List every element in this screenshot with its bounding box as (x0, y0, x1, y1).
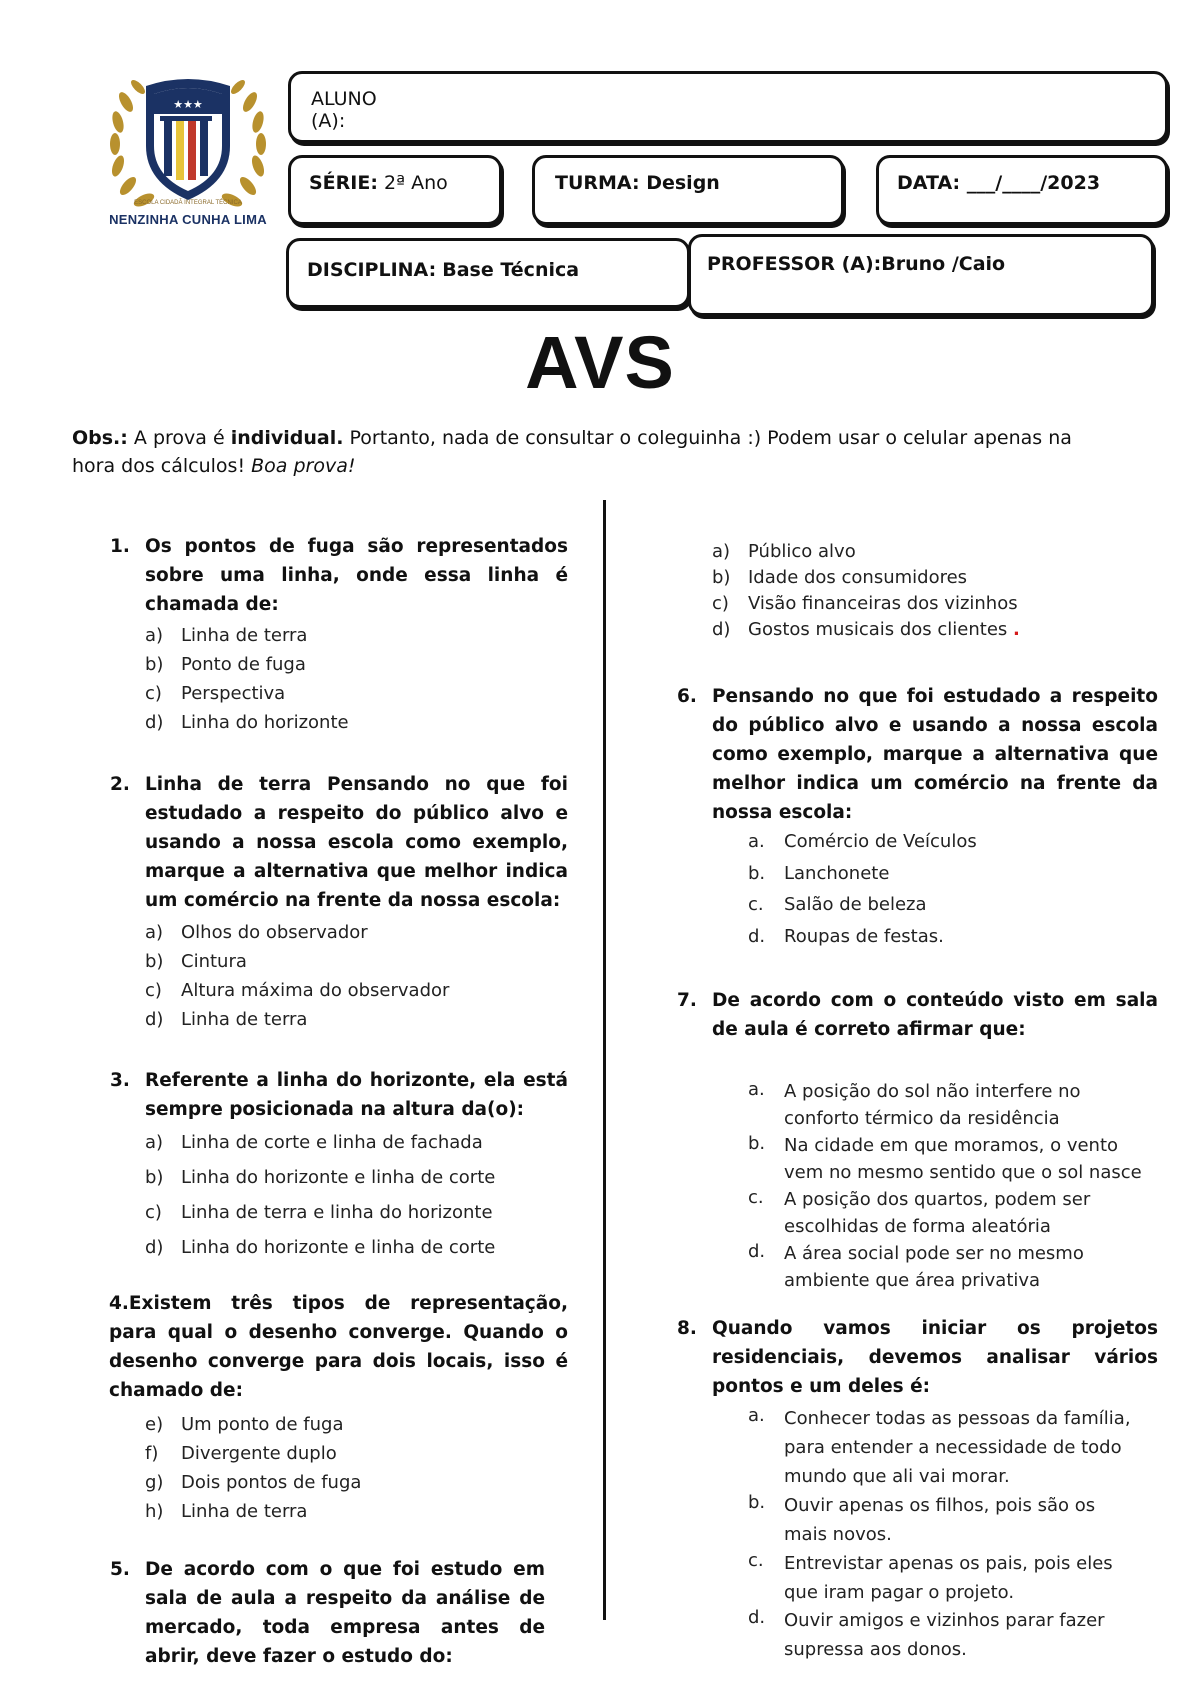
question-number: 8. (677, 1318, 697, 1339)
option-key: a) (145, 1132, 164, 1153)
option-key: h) (145, 1501, 164, 1522)
professor-value: Bruno /Caio (881, 253, 1006, 275)
obs-prefix: Obs.: (72, 427, 128, 449)
question-number: 3. (110, 1070, 130, 1091)
option-text: Cintura (181, 951, 247, 972)
option-text: A posição dos quartos, podem ser escolhidas de forma aleatória (784, 1189, 1091, 1237)
disciplina-field[interactable] (286, 238, 690, 308)
serie-field[interactable] (288, 155, 502, 225)
option-text: Linha do horizonte e linha de corte (181, 1167, 496, 1188)
question-number: 5. (110, 1559, 130, 1580)
option-text: Linha de terra (181, 625, 308, 646)
data-field[interactable] (876, 155, 1168, 225)
option-key: a. (748, 1079, 765, 1100)
option-text: Comércio de Veículos (784, 831, 977, 852)
option[interactable] (748, 1186, 1148, 1238)
question-number: 6. (677, 686, 697, 707)
option-key: b. (748, 1492, 766, 1513)
option[interactable] (748, 1240, 1148, 1292)
disciplina-label: DISCIPLINA: (307, 259, 437, 281)
obs-individual: individual. (230, 427, 344, 449)
option-text: Ouvir amigos e vizinhos parar fazer supressa aos donos. (784, 1610, 1105, 1660)
question-text: De acordo com o que foi estudo em sala de aula a respeito da análise de mercado, toda empresa antes de abrir, deve fazer o estudo do: (145, 1559, 545, 1667)
question-text: Existem três tipos de representação, para qual o desenho converge. Quando o desenho converge para dois locais, isso é chamado de: (109, 1293, 568, 1401)
question-2 (110, 770, 568, 915)
option-text: Um ponto de fuga (181, 1414, 344, 1435)
option-text-value: Gostos musicais dos clientes (748, 619, 1008, 640)
aluno-label-2: (A): (311, 110, 346, 132)
page-title: AVS (525, 321, 675, 404)
logo-subtitle: ESCOLA CIDADÃ INTEGRAL TÉCNICA (134, 200, 242, 206)
question-text: De acordo com o conteúdo visto em sala de aula é correto afirmar que: (712, 990, 1158, 1040)
question-text: Quando vamos iniciar os projetos residenciais, devemos analisar vários pontos e um deles é: (712, 1318, 1158, 1397)
option-key: a) (145, 922, 164, 943)
obs-boa-prova: Boa prova! (251, 455, 356, 477)
option[interactable] (748, 1132, 1148, 1184)
option-text: Linha de corte e linha de fachada (181, 1132, 483, 1153)
question-number: 7. (677, 990, 697, 1011)
option-text: Linha de terra e linha do horizonte (181, 1202, 493, 1223)
option-text: Linha do horizonte e linha de corte (181, 1237, 496, 1258)
option[interactable] (748, 1606, 1148, 1662)
question-number: 4. (109, 1293, 129, 1314)
option-key: f) (145, 1443, 159, 1464)
shield-icon (146, 79, 230, 200)
question-3 (110, 1066, 568, 1124)
turma-label: TURMA: (555, 172, 640, 194)
option-key: c) (145, 1202, 162, 1223)
option-key: c. (748, 1187, 764, 1208)
option-key: b. (748, 863, 766, 884)
option-text: Roupas de festas. (784, 926, 944, 947)
option-key: c. (748, 1550, 764, 1571)
observation-text (72, 424, 1112, 480)
serie-label: SÉRIE: (309, 172, 378, 194)
option-text: Linha de terra (181, 1009, 308, 1030)
option-key: d. (748, 1607, 766, 1628)
option-text: Idade dos consumidores (748, 567, 968, 588)
option-text: A área social pode ser no mesmo ambiente que área privativa (784, 1243, 1084, 1291)
option-text: Lanchonete (784, 863, 890, 884)
option[interactable] (748, 1549, 1148, 1605)
data-label: DATA: (897, 172, 961, 194)
option-text: Na cidade em que moramos, o vento vem no mesmo sentido que o sol nasce (784, 1135, 1142, 1183)
option-key: d) (145, 712, 164, 733)
option-key: d. (748, 926, 766, 947)
option-key: a) (712, 541, 731, 562)
professor-field[interactable] (688, 234, 1154, 316)
aluno-label: ALUNO (311, 88, 377, 110)
option[interactable] (748, 1491, 1148, 1547)
option-key: c. (748, 894, 764, 915)
question-text: Referente a linha do horizonte, ela está sempre posicionada na altura da(o): (145, 1070, 568, 1120)
option-text: Perspectiva (181, 683, 286, 704)
question-1 (110, 532, 568, 619)
turma-value: Design (646, 172, 720, 194)
option-text: Público alvo (748, 541, 856, 562)
question-text: Os pontos de fuga são representados sobre uma linha, onde essa linha é chamada de: (145, 536, 568, 615)
option-text: Ponto de fuga (181, 654, 306, 675)
question-number: 2. (110, 774, 130, 795)
option-text: Altura máxima do observador (181, 980, 450, 1001)
school-name: NENZINHA CUNHA LIMA (109, 212, 267, 227)
aluno-field[interactable] (288, 71, 1168, 143)
option-key: g) (145, 1472, 164, 1493)
turma-field[interactable] (532, 155, 844, 225)
option-key: e) (145, 1414, 164, 1435)
trailing-mark: . (1013, 619, 1020, 640)
question-number: 1. (110, 536, 130, 557)
option-text (748, 618, 1020, 642)
option-text: Dois pontos de fuga (181, 1472, 362, 1493)
option-key: b) (145, 951, 164, 972)
option-text: Visão financeiras dos vizinhos (748, 593, 1018, 614)
obs-text-1: A prova é (127, 427, 231, 449)
question-6 (677, 682, 1158, 827)
option-text: Linha de terra (181, 1501, 308, 1522)
question-text: Pensando no que foi estudado a respeito do público alvo e usando a nossa escola como exemplo, marque a alternativa que melhor indica um comércio na frente da nossa escola: (712, 686, 1158, 823)
question-text: Linha de terra Pensando no que foi estudado a respeito do público alvo e usando a nossa escola como exemplo, marque a alternativa que melhor indica um comércio na frente da nossa escola: (145, 774, 568, 911)
disciplina-value: Base Técnica (442, 259, 580, 281)
option-key: b) (145, 654, 164, 675)
question-5 (110, 1555, 545, 1671)
question-8 (677, 1314, 1158, 1401)
data-value: ___/____/2023 (966, 172, 1101, 194)
option-key: b. (748, 1133, 766, 1154)
option-text: Olhos do observador (181, 922, 368, 943)
option-key: c) (145, 683, 162, 704)
option-text: Ouvir apenas os filhos, pois são os mais novos. (784, 1495, 1096, 1545)
option-key: a. (748, 1405, 765, 1426)
professor-label: PROFESSOR (A): (707, 253, 882, 275)
question-4 (109, 1289, 568, 1405)
option-key: b) (712, 567, 731, 588)
obs-text-2: Portanto, nada de consultar o coleguinha :) Podem usar o celular apenas na hora dos cálculos! (72, 427, 1072, 477)
option-key: d) (145, 1009, 164, 1030)
svg-text:★★★: ★★★ (173, 99, 203, 111)
option[interactable] (748, 1078, 1148, 1130)
option-text: Conhecer todas as pessoas da família, para entender a necessidade de todo mundo que ali vai morar. (784, 1408, 1131, 1487)
option-text: Entrevistar apenas os pais, pois eles que iram pagar o projeto. (784, 1553, 1113, 1603)
question-7 (677, 986, 1158, 1044)
option-key: a) (145, 625, 164, 646)
option-key: a. (748, 831, 765, 852)
serie-value: 2ª Ano (384, 172, 448, 194)
option-key: c) (712, 593, 729, 614)
option-key: c) (145, 980, 162, 1001)
option-key: d) (712, 619, 731, 640)
option-text: Linha do horizonte (181, 712, 349, 733)
option[interactable] (748, 1404, 1148, 1488)
option-key: d) (145, 1237, 164, 1258)
option-text: Salão de beleza (784, 894, 927, 915)
option-text: Divergente duplo (181, 1443, 337, 1464)
column-divider (603, 500, 606, 1620)
option-key: b) (145, 1167, 164, 1188)
option-text: A posição do sol não interfere no conforto térmico da residência (784, 1081, 1081, 1129)
option-key: d. (748, 1241, 766, 1262)
